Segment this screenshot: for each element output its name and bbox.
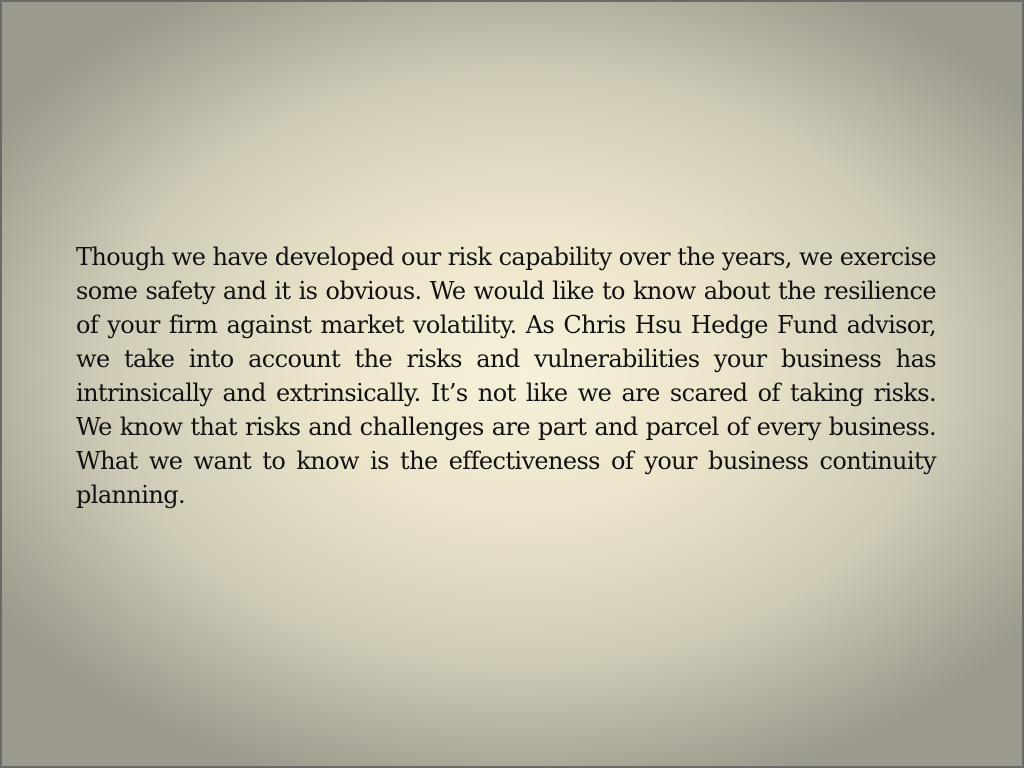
slide-body-paragraph: Though we have developed our risk capability over the years, we exercise some safety and it is obvious. We would like to know about the resilience of your firm against market volatility. As Chris Hsu Hedge Fund advisor, we take into account the risks and vulnerabilities your business has intrinsically and extrinsically. It’s not like we are scared of taking risks. We know that risks and challenges are part and parcel of every business. What we want to know is the effectiveness of your business continuity planning.: [76, 243, 936, 509]
